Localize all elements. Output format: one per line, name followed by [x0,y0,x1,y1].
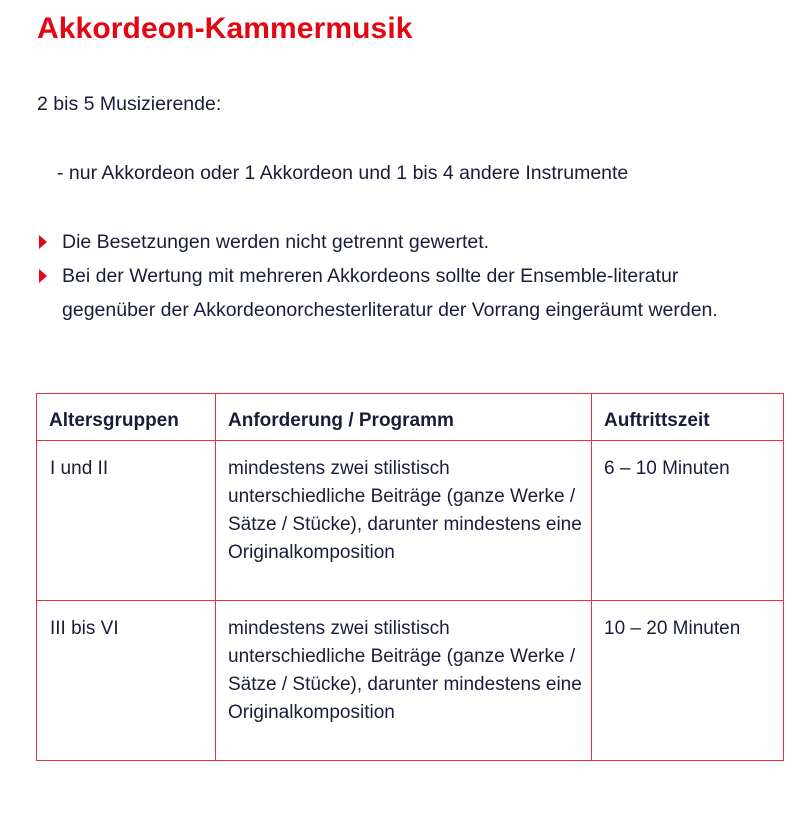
triangle-right-icon [39,235,47,249]
time-text: 10 – 20 Minuten [604,618,741,639]
instrumentation-item: - nur Akkordeon oder 1 Akkordeon und 1 bis 4 andere Instrumente [57,162,629,184]
program-text: mindestens zwei stilistisch unterschiedliche Beiträge (ganze Werke / Sätze / Stücke), darunter mindestens eine Originalkomposition [228,458,582,563]
requirements-table [36,393,784,761]
header-performance-time: Auftrittszeit [592,394,784,441]
program-text: mindestens zwei stilistisch unterschiedliche Beiträge (ganze Werke / Sätze / Stücke), darunter mindestens eine Originalkomposition [228,618,582,723]
header-program: Anforderung / Programm [216,394,592,441]
program-cell [216,441,592,601]
age-group-cell [37,441,216,601]
intro-text: 2 bis 5 Musizierende: [37,93,222,115]
time-text: 6 – 10 Minuten [604,458,730,479]
age-group-cell [37,601,216,761]
list-item-text: Die Besetzungen werden nicht getrennt gewertet. [62,231,490,253]
list-item-text: Bei der Wertung mit mehreren Akkordeons sollte der Ensemble-literatur gegenüber der Akkordeonorchesterliteratur der Vorrang eingeräumt werden. [62,265,718,321]
program-cell [216,601,592,761]
table-header-row [37,394,784,441]
table-row [37,441,784,601]
time-cell [592,601,784,761]
age-group-text: III bis VI [50,618,119,639]
header-age-groups: Altersgruppen [37,394,216,441]
time-cell [592,441,784,601]
table-row [37,601,784,761]
triangle-right-icon [39,269,47,283]
list-item [37,225,737,259]
notes-list [37,225,737,327]
age-group-text: I und II [50,458,109,479]
list-item [37,259,737,327]
page-title: Akkordeon-Kammermusik [37,12,413,45]
